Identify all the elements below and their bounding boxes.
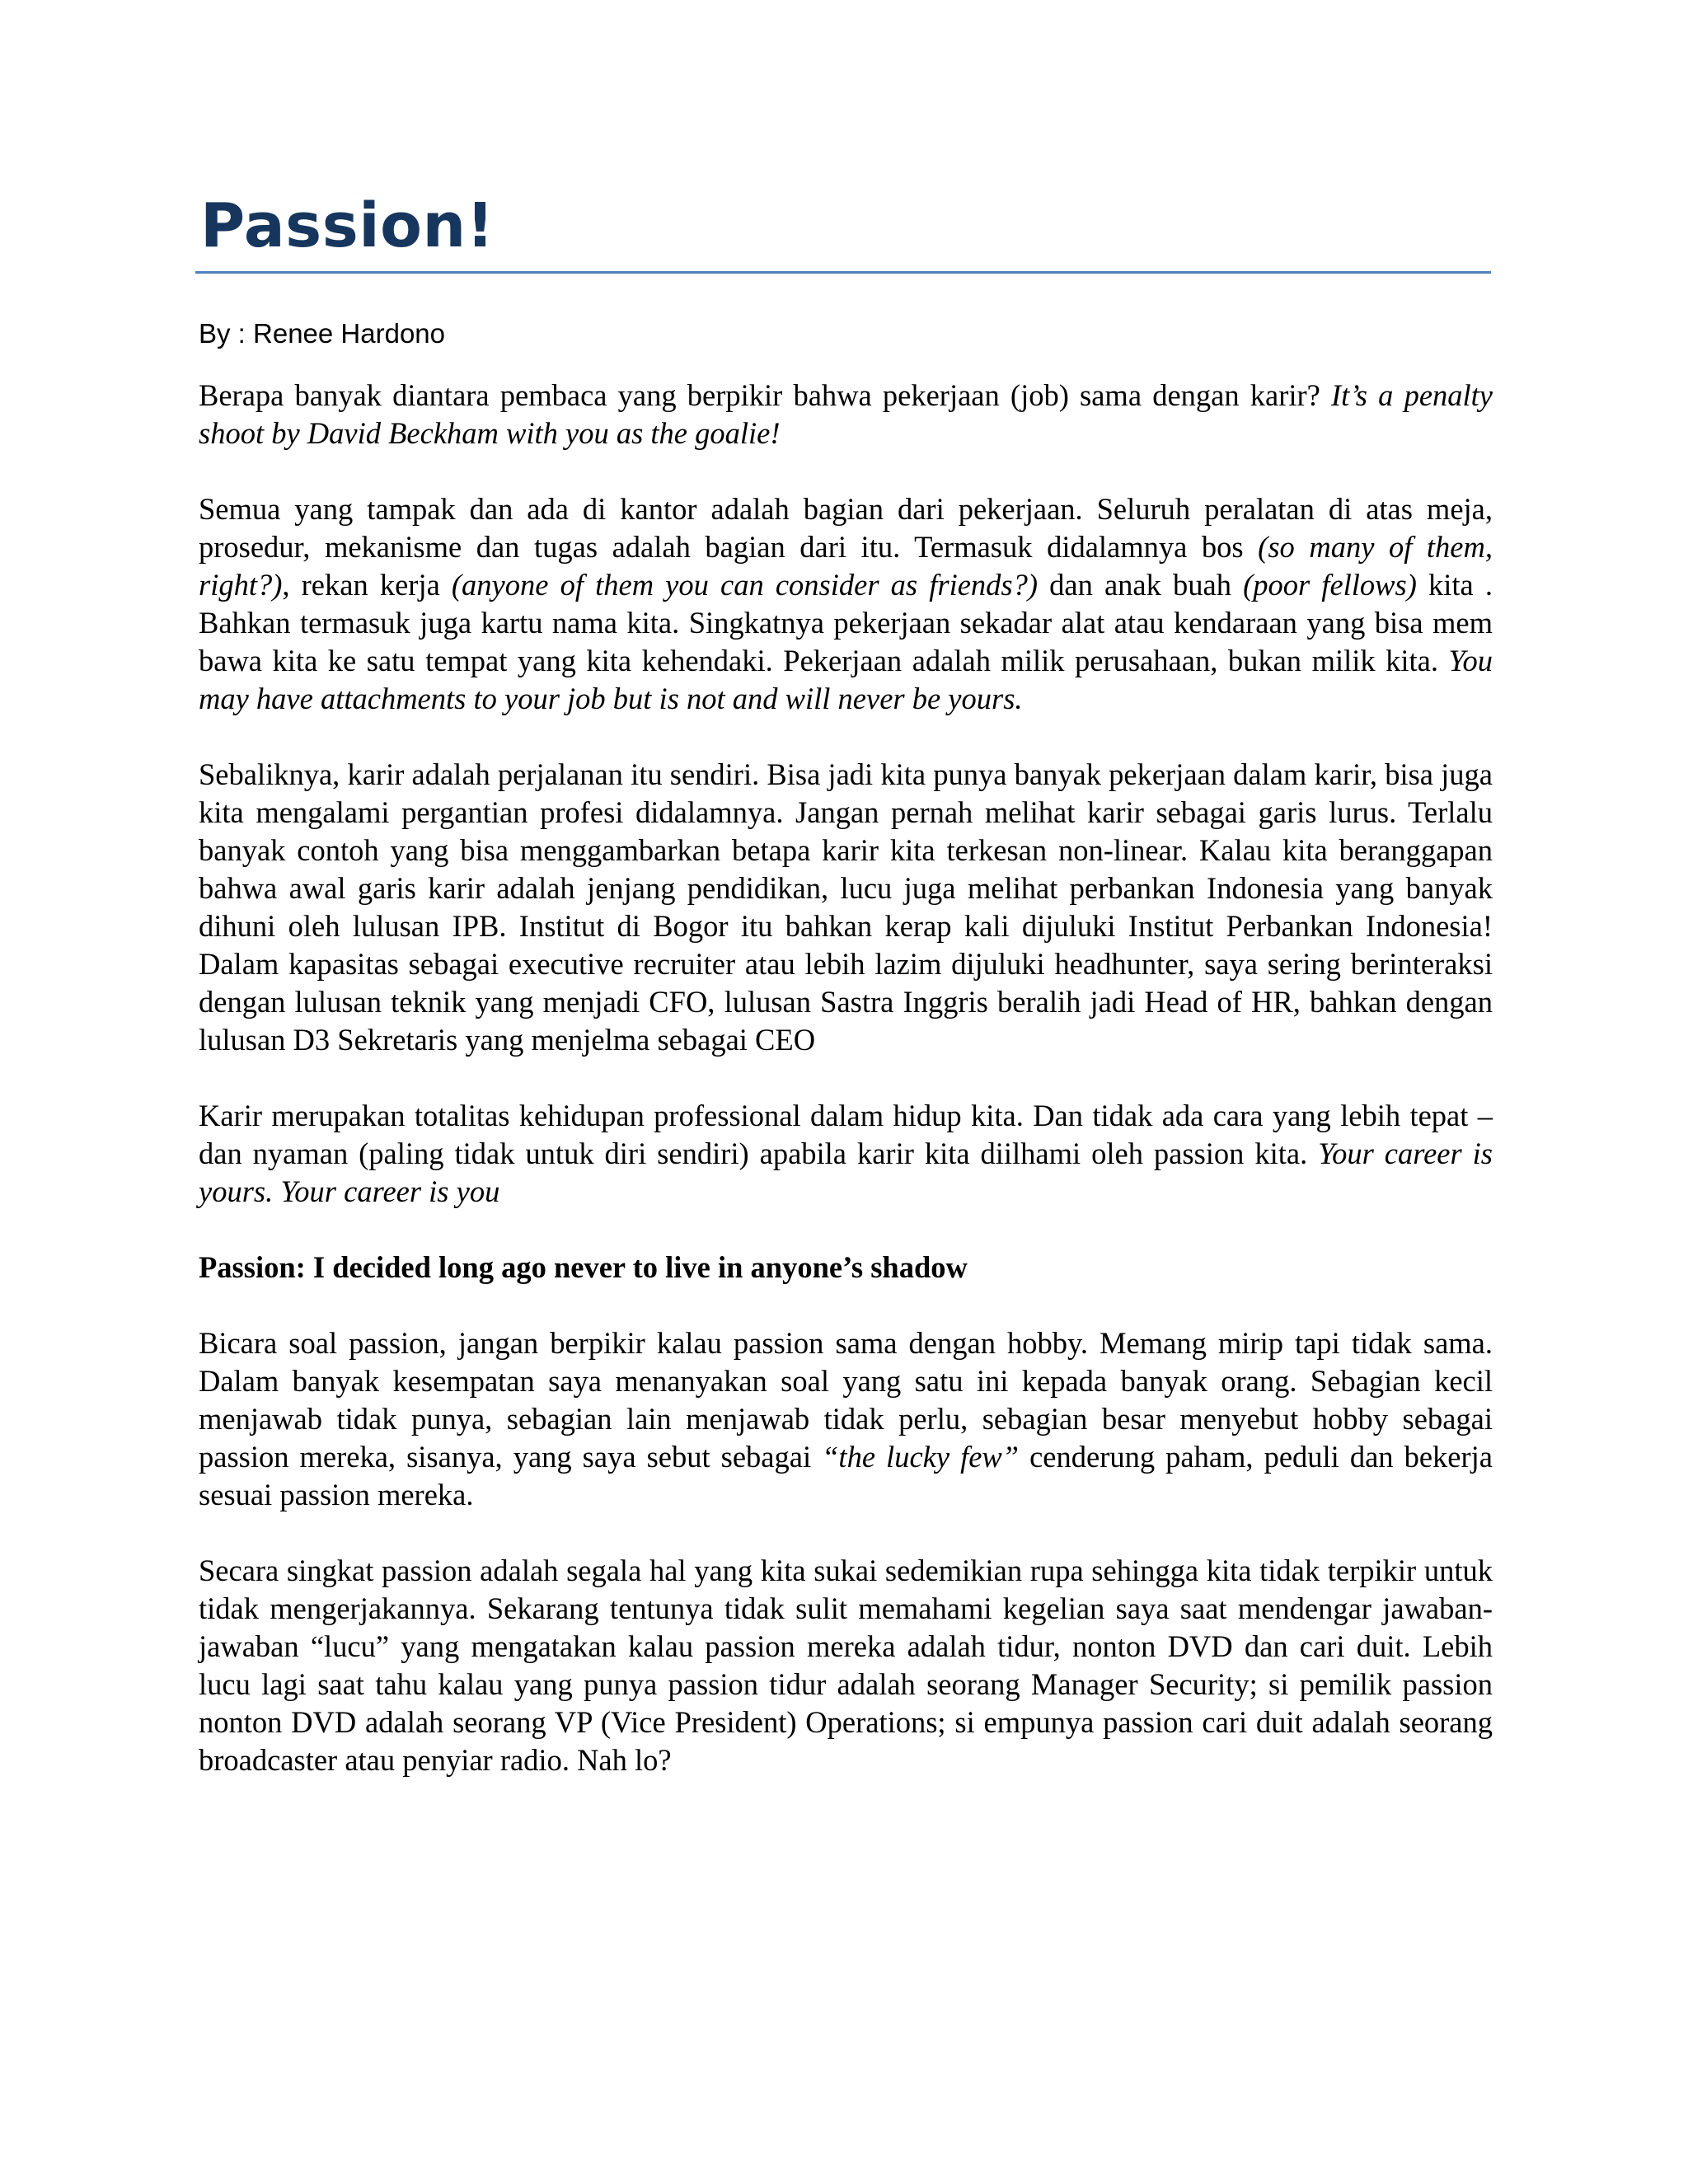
paragraph-2-italic-b: (so many of them, right?) — [199, 529, 1493, 602]
paragraph-2-text-e: dan anak buah — [1038, 567, 1244, 602]
paragraph-2 — [199, 490, 1493, 718]
paragraph-4-text: Karir merupakan totalitas kehidupan professional dalam hidup kita. Dan tidak ada cara yang lebih tepat – dan nyaman (paling tidak untuk diri sendiri) apabila karir kita diilhami oleh passion kita. — [199, 1098, 1493, 1170]
paragraph-3: Sebaliknya, karir adalah perjalanan itu sendiri. Bisa jadi kita punya banyak pekerjaan dalam karir, bisa juga kita mengalami pergantian profesi didalamnya. Jangan pernah melihat karir sebagai garis lurus. Terlalu banyak contoh yang bisa menggambarkan betapa karir kita terkesan non-linear. Kalau kita beranggapan bahwa awal garis karir adalah jenjang pendidikan, lucu juga melihat perbankan Indonesia yang banyak dihuni oleh lulusan IPB. Institut di Bogor itu bahkan kerap kali dijuluki Institut Perbankan Indonesia! Dalam kapasitas sebagai executive recruiter atau lebih lazim dijuluki headhunter, saya sering berinteraksi dengan lulusan teknik yang menjadi CFO, lulusan Sastra Inggris beralih jadi Head of HR, bahkan dengan lulusan D3 Sekretaris yang menjelma sebagai CEO — [199, 757, 1493, 1057]
paragraph-4 — [199, 1097, 1493, 1211]
section-heading: Passion: I decided long ago never to live in anyone’s shadow — [199, 1249, 968, 1284]
paragraph-4-italic: Your career is yours. Your career is you — [199, 1136, 1493, 1208]
author-byline: By : Renee Hardono — [199, 317, 446, 349]
paragraph-2-text-g: kita . Bahkan termasuk juga kartu nama kita. Singkatnya pekerjaan sekadar alat atau kendaraan yang bisa mem bawa kita ke satu tempat yang kita kehendaki. Pekerjaan adalah milik perusahaan, bukan milik kita. — [199, 567, 1493, 677]
paragraph-5-text-c: cenderung paham, peduli dan bekerja sesuai passion mereka. — [199, 1439, 1493, 1511]
paragraph-5-italic: “the lucky few” — [822, 1439, 1020, 1474]
title-underline — [195, 271, 1491, 274]
paragraph-2-italic-f: (poor fellows) — [1243, 567, 1417, 602]
paragraph-2-text-a: Semua yang tampak dan ada di kantor adalah bagian dari pekerjaan. Seluruh peralatan di atas meja, prosedur, mekanisme dan tugas adalah bagian dari itu. Termasuk didalamnya bos — [199, 491, 1493, 564]
paragraph-2-italic-d: (anyone of them you can consider as friends?) — [451, 567, 1039, 602]
paragraph-1 — [199, 377, 1493, 452]
paragraph-1-italic: It’s a penalty shoot by David Beckham with you as the goalie! — [199, 377, 1493, 450]
paragraph-5-text-a: Bicara soal passion, jangan berpikir kalau passion sama dengan hobby. Memang mirip tapi tidak sama. Dalam banyak kesempatan saya menanyakan soal yang satu ini kepada banyak orang. Sebagian kecil menjawab tidak punya, sebagian lain menjawab tidak perlu, sebagian besar menyebut hobby sebagai passion mereka, sisanya, yang saya sebut sebagai — [199, 1325, 1493, 1474]
paragraph-6: Secara singkat passion adalah segala hal yang kita sukai sedemikian rupa sehingga kita tidak terpikir untuk tidak mengerjakannya. Sekarang tentunya tidak sulit memahami kegelian saya saat mendengar jawaban-jawaban “lucu” yang mengatakan kalau passion mereka adalah tidur, nonton DVD dan cari duit. Lebih lucu lagi saat tahu kalau yang punya passion tidur adalah seorang Manager Security; si pemilik passion nonton DVD adalah seorang VP (Vice President) Operations; si empunya passion cari duit adalah seorang broadcaster atau penyiar radio. Nah lo? — [199, 1553, 1493, 1777]
document-title: Passion! — [200, 190, 495, 261]
document-body — [199, 190, 1493, 1779]
paragraph-2-text-c: , rekan kerja — [282, 567, 452, 602]
paragraph-5 — [199, 1324, 1493, 1514]
paragraph-2-italic-h: You may have attachments to your job but is not and will never be yours. — [199, 643, 1493, 715]
paragraph-1-text: Berapa banyak diantara pembaca yang berpikir bahwa pekerjaan (job) sama dengan karir? — [199, 377, 1332, 412]
